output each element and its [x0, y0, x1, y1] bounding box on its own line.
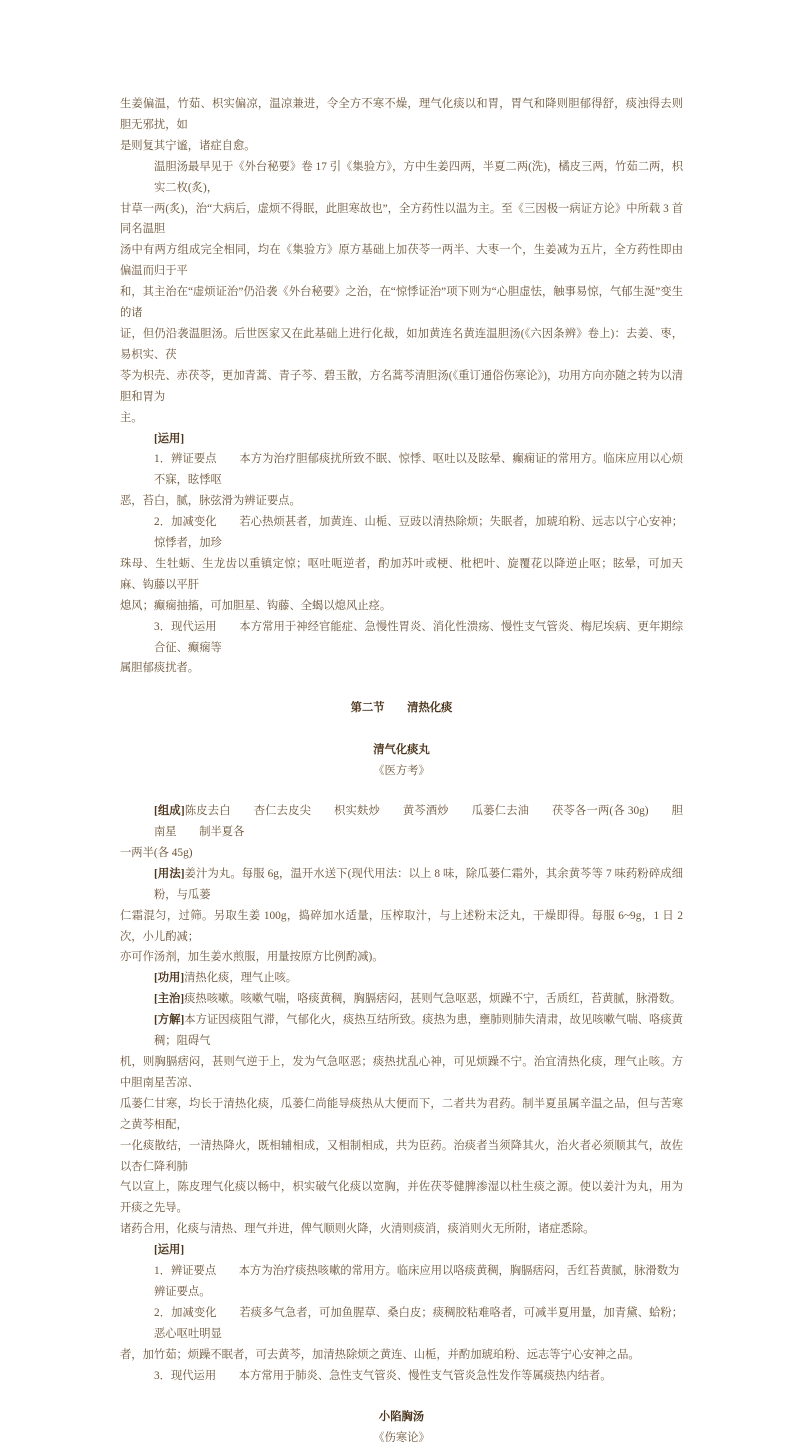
paragraph: [120, 968, 683, 989]
line-text: 气以宣上，陈皮理气化痰以畅中，枳实破气化痰以宽胸，并佐茯苓健脾渗湿以杜生痰之源。使以姜汁为丸，用为开痰之先导。: [120, 1181, 683, 1215]
line-text: 甘草一两(炙)，治“大病后，虚烦不得眠，此胆寒故也”，全方药性以温为主。至《三因极一病证方论》中所载 3 首同名温胆: [120, 202, 683, 236]
line-text: 一化痰散结，一清热降火，既相辅相成，又相制相成，共为臣药。治痰者当须降其火，治火者必须顺其气，故佐以杏仁降利肺: [120, 1139, 683, 1173]
line-text: 陈皮去白 杏仁去皮尖 枳实麸炒 黄芩酒炒 瓜蒌仁去油 茯苓各一两(各 30g) 胆南星 制半夏各: [154, 805, 683, 838]
text-line: [120, 136, 683, 157]
text-line: [120, 1303, 683, 1345]
line-text: 生姜偏温，竹茹、枳实偏凉，温凉兼进，令全方不寒不燥，理气化痰以和胃，胃气和降则胆郁得舒，痰浊得去则胆无邪扰，如: [120, 98, 683, 131]
text-line: [120, 989, 683, 1010]
line-text: 属胆郁痰扰者。: [120, 662, 200, 675]
text-line: [120, 843, 683, 864]
line-text: 瓜蒌仁甘寒，均长于清热化痰，瓜蒌仁尚能导痰热从大便而下，二者共为君药。制半夏虽属辛温之品，但与苦寒之黄芩相配，: [120, 1097, 683, 1131]
source-citation: 《医方考》: [373, 765, 430, 778]
text-line: [120, 408, 683, 429]
line-text: 痰热咳嗽。咳嗽气喘，咯痰黄稠，胸膈痞闷，甚则气急呕恶，烦躁不宁，舌质红，苔黄腻，脉滑数。: [184, 993, 682, 1006]
document-page: [120, 94, 683, 1449]
paragraph: [120, 449, 683, 512]
line-text: 温胆汤最早见于《外台秘要》卷 17 引《集验方》，方中生姜四两，半夏二两(洗)，橘皮三两，竹茹二两，枳实二枚(炙)，: [154, 160, 683, 194]
text-line: [120, 947, 683, 968]
line-text: 证，但仍沿袭温胆汤。后世医家又在此基础上进行化裁，如加黄连名黄连温胆汤(《六因条辨》卷上)：去姜、枣，易枳实、茯: [120, 327, 683, 361]
text-line: [120, 1052, 683, 1094]
text-line: [120, 512, 683, 554]
line-text: 本方证因痰阻气滞，气郁化火，痰热互结所致。痰热为患，壅肺则肺失清肃，故见咳嗽气喘、咯痰黄稠；阻碍气: [154, 1014, 683, 1048]
paragraph: [120, 94, 683, 157]
section-label: [功用]: [154, 972, 185, 985]
text-line: [120, 1136, 683, 1178]
text-line: [120, 906, 683, 948]
section-label: [主治]: [154, 993, 185, 1006]
section-title: 清气化痰丸: [373, 744, 430, 757]
text-line: [120, 324, 683, 366]
text-line: [120, 596, 683, 617]
text-line: [120, 157, 683, 199]
paragraph: [120, 801, 683, 864]
line-text: 是则复其宁谧，诸症自愈。: [120, 139, 256, 152]
line-text: 珠母、生牡蛎、生龙齿以重镇定惊；呕吐呃逆者，酌加苏叶或梗、枇杷叶、旋覆花以降逆止呕；眩晕，可加天麻、钩藤以平肝: [120, 557, 683, 591]
paragraph: [120, 1010, 683, 1240]
text-line: [120, 199, 683, 241]
line-text: 恶，苔白，腻，脉弦滑为辨证要点。: [120, 495, 301, 508]
text-line: [120, 94, 683, 136]
text-line: [120, 1010, 683, 1052]
usage-heading: [运用]: [154, 1244, 185, 1257]
paragraph: [120, 617, 683, 680]
line-text: 3．现代运用 本方常用于神经官能症、急慢性胃炎、消化性溃疡、慢性支气管炎、梅尼埃病、更年期综合征、癫痫等: [154, 620, 683, 654]
usage-heading: [运用]: [154, 432, 185, 445]
paragraph: [120, 1303, 683, 1366]
line-text: 姜汁为丸。每服 6g，温开水送下(现代用法：以上 8 味，除瓜蒌仁霜外，其余黄芩等 7 味药粉碎成细粉，与瓜蒌: [154, 867, 683, 901]
section-label: [方解]: [154, 1014, 185, 1027]
paragraph: [120, 512, 683, 617]
line-text: 仁霜混匀，过筛。另取生姜 100g，捣碎加水适量，压榨取汁，与上述粉末泛丸，干燥即得。每服 6~9g，1 日 2 次，小儿酌减；: [120, 909, 683, 943]
line-text: 机，则胸膈痞闷，甚则气逆于上，发为气急呕恶；痰热扰乱心神，可见烦躁不宁。治宜清热化痰，理气止咳。方中胆南星苦凉、: [120, 1055, 683, 1089]
line-text: 汤中有两方组成完全相同，均在《集验方》原方基础上加茯苓一两半、大枣一个，生姜减为五片，全方药性即由偏温而归于平: [120, 244, 683, 278]
line-text: 1．辨证要点 本方为治疗胆郁痰扰所致不眠、惊悸、呕吐以及眩晕、癫痫证的常用方。临床应用以心烦不寐，眩悸呕: [154, 453, 683, 487]
line-text: 2．加减变化 若痰多气急者，可加鱼腥草、桑白皮；痰稠胶粘难咯者，可减半夏用量，加青黛、蛤粉；恶心呕吐明显: [154, 1306, 683, 1340]
section-title: 第二节 清热化痰: [350, 702, 453, 715]
text-line: [120, 449, 683, 491]
text-line: [120, 801, 683, 843]
text-line: [120, 1094, 683, 1136]
section-label: [组成]: [154, 805, 185, 818]
text-line: [120, 1345, 683, 1366]
text-line: [120, 366, 683, 408]
line-text: 和，其主治在“虚烦证治”仍沿袭《外台秘要》之治，在“惊悸证治”项下则为“心胆虚怯，触事易惊，气郁生涎”变生的诸: [120, 286, 683, 320]
paragraph: [120, 989, 683, 1010]
text-line: [120, 554, 683, 596]
line-text: 熄风；癫痫抽搐，可加胆星、钩藤、全蝎以熄风止痉。: [120, 599, 392, 612]
text-line: [120, 617, 683, 659]
text-line: [120, 1366, 683, 1387]
line-text: 3．现代运用 本方常用于肺炎、急性支气管炎、慢性支气管炎急性发作等属痰热内结者。: [154, 1369, 612, 1382]
text-line: [120, 282, 683, 324]
text-line: [120, 1177, 683, 1219]
text-line: [120, 968, 683, 989]
text-line: [120, 1219, 683, 1240]
line-text: 一两半(各 45g): [120, 846, 193, 859]
line-text: 1．辨证要点 本方为治疗痰热咳嗽的常用方。临床应用以咯痰黄稠，胸膈痞闷，舌红苔黄腻，脉滑数为辨证要点。: [154, 1265, 680, 1298]
paragraph: [120, 864, 683, 969]
section-label: [用法]: [154, 867, 185, 880]
text-line: [120, 864, 683, 906]
line-text: 者，加竹茹；烦躁不眠者，可去黄芩，加清热除烦之黄连、山栀，并酌加琥珀粉、远志等宁心安神之品。: [120, 1348, 640, 1361]
text-line: [120, 658, 683, 679]
paragraph: [120, 157, 683, 429]
line-text: 2．加减变化 若心热烦甚者，加黄连、山栀、豆豉以清热除烦；失眠者，加琥珀粉、远志以宁心安神；惊悸者，加珍: [154, 516, 683, 550]
section-title: 小陷胸汤: [378, 1411, 425, 1424]
line-text: 清热化痰，理气止咳。: [184, 972, 298, 985]
line-text: 亦可作汤剂，加生姜水煎服，用量按原方比例酌减)。: [120, 951, 384, 964]
source-citation: 《伤寒论》: [373, 1432, 430, 1445]
paragraph: [120, 1261, 683, 1303]
text-line: [120, 491, 683, 512]
line-text: 主。: [120, 411, 143, 424]
paragraph: [120, 1366, 683, 1387]
line-text: 诸药合用，化痰与清热、理气并进，俾气顺则火降，火清则痰消，痰消则火无所附，诸症悉除。: [120, 1223, 595, 1236]
text-line: [120, 240, 683, 282]
line-text: 苓为枳壳、赤茯苓，更加青蒿、青子芩、碧玉散，方名蒿芩清胆汤(《重订通俗伤寒论》)，功用方向亦随之转为以清胆和胃为: [120, 369, 683, 403]
text-line: [120, 1261, 683, 1303]
